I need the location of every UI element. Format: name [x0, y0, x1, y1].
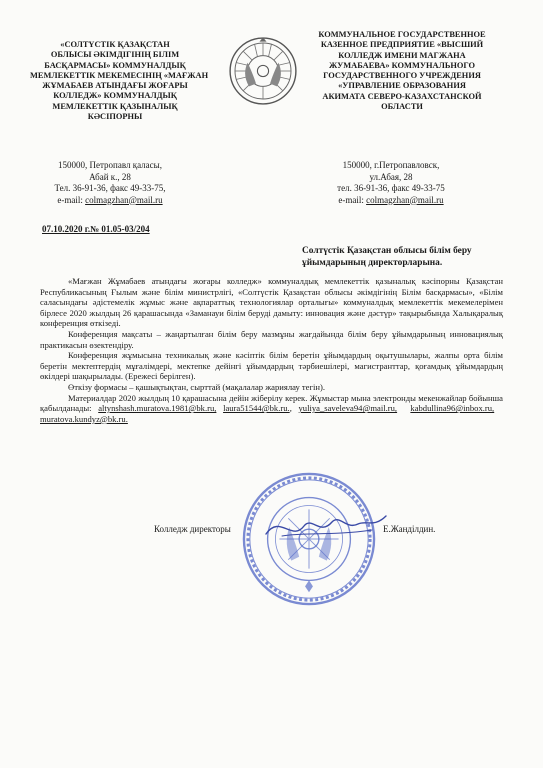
email-link[interactable]: colmagzhan@mail.ru: [366, 194, 444, 205]
email-link[interactable]: altynshash.muratova.1981@bk.ru,: [98, 403, 217, 414]
header-right-line: АКИМАТА СЕВЕРО-КАЗАХСТАНСКОЙ: [322, 91, 482, 101]
header-right-russian: [303, 30, 501, 112]
address-city: 150000, Петропавл қаласы,: [58, 160, 162, 170]
state-emblem-icon: [228, 36, 298, 106]
address-street: Абай к., 28: [89, 171, 131, 182]
header-right-line: ГОСУДАРСТВЕННОГО УЧРЕЖДЕНИЯ: [323, 71, 481, 81]
body-paragraph-emails: Материалдар 2020 жылдың 10 қарашасына дейін жіберілу керек. Жұмыстар мына электронды мекенжайлар бойынша қабылданады: altynshash.muratova.1981@bk.ru, laura51544@bk.ru., yuliya_saveleva94@mail.ru, kabdullina96@inbox.ru, muratova.kundyz@bk.ru.: [40, 392, 503, 424]
body-paragraph: «Мағжан Жұмабаев атындағы жоғары колледж» коммуналдық мемлекеттік қазыналық кәсіпорны Қазақстан Республикасының Ғылым және білім министрлігі, «Солтүстік Қазақстан облысы әкімдігінің Білім басқармасы», «Білім саласындағы әдістемелік жұмыс және ақпараттық технологиялар орталығы» коммуналдық мемлекеттік мекемелерімен бірлесе 2020 жылдың 26 қарашасында «Заманауи білім беруді дамыту: инновация және дәстүр» тақырыбында Халықаралық конференция өткізеді.: [40, 276, 503, 329]
body-paragraph: Конференция жұмысына техникалық және кәсіптік білім беретін ұйымдардың оқытушылары, жалпы орта білім беретін мектептердің мұғалімдері, мектепке дейінгі ұйымдардың тәрбиешілері, магистранттар, қоғамдық ұйымдардың өкілдері шақырылады. (Ережесі берілген).: [40, 350, 503, 382]
header-left-line: БАСҚАРМАСЫ» КОММУНАЛДЫҚ: [44, 60, 186, 70]
emails-lead-text: Материалдар 2020 жылдың 10 қарашасына дейін жіберілу керек. Жұмыстар мына электронды мекенжайлар бойынша қабылданады:: [40, 392, 503, 414]
header-left-line: КОЛЛЕДЖ» КОММУНАЛДЫҚ: [53, 91, 177, 101]
body-paragraph: Конференция мақсаты – жаңартылған білім беру мазмұны жағдайында білім беру ұйымдарының инновациялық практикасын өзектендіру.: [40, 328, 503, 350]
address-block-kazakh: [30, 160, 190, 206]
address-street: ул.Абая, 28: [369, 171, 413, 182]
addressee-line: ұйымдарының директорларына.: [302, 258, 443, 268]
header-right-line: КАЗЕННОЕ ПРЕДПРИЯТИЕ «ВЫСШИЙ: [320, 40, 484, 50]
header-left-line: ЖҰМАБАЕВ АТЫНДАҒЫ ЖОҒАРЫ: [42, 81, 188, 91]
header-right-line: «УПРАВЛЕНИЕ ОБРАЗОВАНИЯ: [338, 81, 466, 91]
address-city: 150000, г.Петропавловск,: [342, 160, 440, 170]
address-email-line: [30, 195, 190, 207]
email-label: e-mail:: [338, 194, 367, 205]
email-link[interactable]: yuliya_saveleva94@mail.ru,: [298, 403, 398, 414]
handwritten-signature-icon: [262, 506, 392, 546]
address-email-line: [306, 195, 476, 207]
addressee: [302, 245, 512, 269]
header-left-line: МЕМЛЕКЕТТІК МЕКЕМЕСІНІҢ «МАҒЖАН: [30, 70, 209, 80]
header-right-line: ЖУМАБАЕВА» КОММУНАЛЬНОГО: [328, 60, 476, 70]
email-link[interactable]: colmagzhan@mail.ru: [85, 194, 163, 205]
address-block-russian: [306, 160, 476, 206]
header-left-line: «СОЛТҮСТІК ҚАЗАҚСТАН: [60, 40, 170, 49]
signature-title: Колледж директоры: [154, 524, 231, 534]
letter-body: [40, 276, 503, 424]
header-left-line: КӘСІПОРНЫ: [87, 112, 143, 122]
header-left-line: МЕМЛЕКЕТТІК ҚАЗЫНАЛЫҚ: [52, 101, 178, 111]
email-link[interactable]: muratova.kundyz@bk.ru.: [40, 413, 128, 424]
email-link[interactable]: kabdullina96@inbox.ru,: [410, 403, 495, 414]
email-link[interactable]: laura51544@bk.ru.: [223, 403, 290, 414]
registration-number: 07.10.2020 г.№ 01.05-03/204: [42, 224, 150, 234]
signature-name: Е.Жанділдин.: [383, 524, 436, 534]
header-left-kazakh: [30, 40, 209, 122]
header-right-line: КОММУНАЛЬНОЕ ГОСУДАРСТВЕННОЕ: [318, 30, 486, 39]
address-phone: Тел. 36-91-36, факс 49-33-75,: [54, 183, 166, 193]
header-right-line: ОБЛАСТИ: [381, 102, 423, 112]
body-paragraph: Өткізу формасы – қашықтықтан, сырттай (мақалалар жариялау тегін).: [68, 381, 326, 392]
header-left-line: ОБЛЫСЫ ӘКІМДІГІНІҢ БІЛІМ: [50, 50, 180, 60]
header-right-line: КОЛЛЕДЖ ИМЕНИ МАГЖАНА: [338, 50, 466, 60]
addressee-line: Солтүстік Қазақстан облысы білім беру: [302, 246, 472, 256]
address-phone: тел. 36-91-36, факс 49-33-75: [337, 183, 445, 193]
email-label: e-mail:: [57, 194, 86, 205]
